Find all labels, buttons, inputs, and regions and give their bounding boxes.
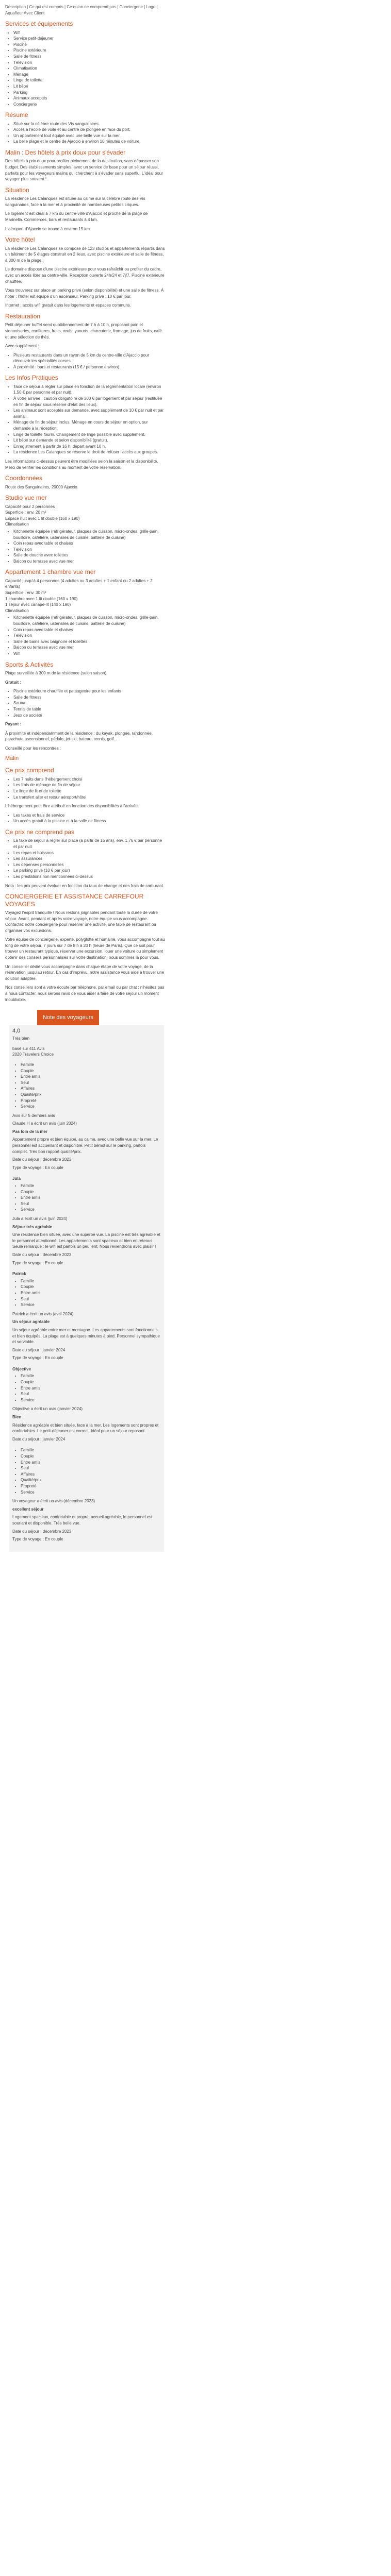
review-author: Patrick [12, 1272, 26, 1277]
review-trip-type: Type de voyage : En couple [12, 1260, 63, 1265]
review [12, 1176, 161, 1266]
review-traveler-types [12, 1062, 161, 1110]
service-item: • Parking [13, 90, 165, 96]
compris-item: • Le linge de lit et de toilette [13, 788, 165, 794]
review-body: Une résidence bien située, avec une superbe vue. La piscine est très agréable et le personnel attentionné. Les appartements sont spacieux et bien entretenus. Seule remarque : le wifi est parfois un peu lent. Nous reviendrons avec plaisir ! [12, 1232, 160, 1249]
review-date: Date du séjour : décembre 2023 [12, 1252, 72, 1257]
noncompris-item: • Les repas et boissons [13, 850, 165, 856]
noncompris-item: • Les prestations non mentionnées ci-dessus [13, 874, 165, 880]
services-list [5, 30, 165, 108]
appart1-lines [5, 578, 165, 614]
review-author: Jula [12, 1176, 21, 1181]
hotel-text-3: Vous trouverez sur place un parking privé (selon disponibilité) et une salle de fitness. À noter : l'hôtel est équipé d'un ascenseur. Parking privé : 10 € par jour. [5, 288, 164, 299]
studio-line: Climatisation [5, 522, 29, 527]
compris-list [5, 776, 165, 800]
review-title: Bien [12, 1415, 22, 1420]
compris-item: • Un accès gratuit à la piscine et à la salle de fitness [13, 818, 165, 824]
restauration-title: Restauration [5, 312, 41, 320]
studio-line: Superficie : env. 20 m² [5, 510, 46, 515]
studio-item: • Balcon ou terrasse avec vue mer [13, 558, 165, 565]
info-item: • Enregistrement à partir de 16 h, départ avant 10 h. [13, 444, 165, 450]
malin-title: Malin : Des hôtels à prix doux pour s'évader [5, 149, 126, 157]
reviews-list [12, 1062, 161, 1543]
appart1-line: 1 chambre avec 1 lit double (160 x 190) [5, 596, 78, 601]
service-item: • Animaux acceptés [13, 95, 165, 101]
coordonnees-title: Coordonnées [5, 474, 43, 482]
review-traveler-type: • Propreté [21, 1098, 161, 1104]
studio-title: Studio vue mer [5, 494, 47, 502]
review-title: Pas loin de la mer [12, 1129, 48, 1134]
review-meta: Objective a écrit un avis (janvier 2024) [12, 1406, 83, 1412]
service-item: • Service petit-déjeuner [13, 36, 165, 42]
review-meta: Patrick a écrit un avis (avril 2024) [12, 1311, 74, 1316]
review [12, 1062, 161, 1171]
review-traveler-type: • Service [21, 1397, 161, 1403]
hotel-text-4: Internet : accès wifi gratuit dans les logements et espaces communs. [5, 303, 132, 308]
sports-item: • Piscine extérieure chauffée et pataugeoire pour les enfants [13, 688, 165, 694]
review-traveler-type: • Service [21, 1302, 161, 1308]
appart1-item: • Coin repas avec table et chaises [13, 627, 165, 633]
situation-text-3: L'aéroport d'Ajaccio se trouve à environ 15 km. [5, 226, 91, 231]
compris-item: • Les frais de ménage de fin de séjour [13, 782, 165, 788]
review-traveler-type: • Seul [21, 1080, 161, 1086]
hotel-title: Votre hôtel [5, 236, 35, 244]
hotel-text-1: La résidence Les Calanques se compose de 123 studios et appartements répartis dans un bâtiment de 5 étages construit en 2 lieux, avec piscine extérieure et salle de fitness, à 300 m de la plage. [5, 246, 165, 263]
info-item: • Ménage de fin de séjour inclus. Ménage en cours de séjour en option, sur demande à la réception. [13, 419, 165, 431]
review-traveler-type: • Famille [21, 1447, 161, 1453]
review-traveler-type: • Entre amis [21, 1460, 161, 1466]
appart1-line: Superficie : env. 30 m² [5, 590, 46, 596]
review-author: Objective [12, 1366, 31, 1371]
review-traveler-types [12, 1278, 161, 1308]
resume-item: • La belle plage et le centre de Ajaccio à environ 10 minutes de voiture. [13, 139, 165, 145]
review-traveler-type: • Couple [21, 1379, 161, 1385]
reviews-score-label: Très bien [12, 1036, 30, 1041]
sports-item: • Salle de fitness [13, 694, 165, 701]
conseille-value: Malin [5, 755, 19, 761]
review-traveler-type: • Couple [21, 1284, 161, 1290]
review-traveler-type: • Propreté [21, 1483, 161, 1489]
review-date: Date du séjour : décembre 2023 [12, 1529, 72, 1534]
sports-paid-label: Payant : [5, 722, 22, 727]
review-date: Date du séjour : janvier 2024 [12, 1436, 66, 1442]
compris-title: Ce prix comprend [5, 767, 54, 774]
situation-title: Situation [5, 186, 29, 194]
review-traveler-type: • Couple [21, 1453, 161, 1460]
appart1-list [5, 615, 165, 656]
studio-item: • Télévision [13, 547, 165, 553]
services-title: Services et équipements [5, 20, 73, 28]
service-item: • Ménage [13, 72, 165, 78]
review-traveler-type: • Couple [21, 1068, 161, 1074]
sports-item: • Tennis de table [13, 706, 165, 713]
restauration-text: Petit déjeuner buffet servi quotidiennement de 7 h à 10 h, proposant pain et viennoiseries, confitures, fruits, œufs, yaourts, charcuterie, fromage, jus de fruits, café et une sélection de thés. [5, 323, 162, 340]
studio-item: • Kitchenette équipée (réfrigérateur, plaques de cuisson, micro-ondes, grille-pain, bouilloire, cafetière, ustensiles de cuisine, batterie de cuisine) [13, 529, 165, 540]
restauration-supp-label: Avec supplément : [5, 344, 39, 349]
review-traveler-types [12, 1373, 161, 1403]
sports-free-label: Gratuit : [5, 680, 22, 685]
review-traveler-type: • Qualité/prix [21, 1477, 161, 1483]
sports-text-1: Plage surveillée à 300 m de la résidence (selon saison). [5, 670, 108, 675]
review-traveler-type: • Service [21, 1489, 161, 1496]
studio-list [5, 529, 165, 565]
appart1-line: 1 séjour avec canapé-lit (140 x 190) [5, 602, 71, 607]
review-traveler-type: • Couple [21, 1189, 161, 1195]
malin-text: Des hôtels à prix doux pour profiter pleinement de la destination, sans dépasser son budget. Des établissements simples, avec un service de base pour un séjour réussi, parfaits pour les voyageurs malins qui cherchent à s'évader sans superflu. L'idéal pour voyager plus souvent ! [5, 159, 163, 182]
service-item: • Salle de fitness [13, 54, 165, 60]
resume-list [5, 121, 165, 145]
review-traveler-type: • Famille [21, 1062, 161, 1068]
review-traveler-type: • Famille [21, 1183, 161, 1189]
review-traveler-type: • Entre amis [21, 1074, 161, 1080]
reviews-header: Note des voyageurs [37, 1010, 99, 1025]
compris-item: • Les 7 nuits dans l'hébergement choisi [13, 776, 165, 783]
review-traveler-types [12, 1447, 161, 1495]
review-meta: Jula a écrit un avis (juin 2024) [12, 1216, 68, 1222]
review-title: Un séjour agréable [12, 1319, 50, 1325]
appart1-item: • Télévision [13, 633, 165, 639]
review [12, 1366, 161, 1443]
compris-note: L'hébergement peut être attribué en fonction des disponibilités à l'arrivée. [5, 804, 139, 809]
appart1-title: Appartement 1 chambre vue mer [5, 568, 96, 576]
review-traveler-type: • Famille [21, 1373, 161, 1379]
sports-text-4: À proximité et indépendamment de la résidence : du kayak, plongée, randonnée, parachute ascensionnel, pédalo, jet-ski, bateau, tennis, golf... [5, 731, 153, 742]
conseille-label: Conseillé pour les rencontres : [5, 745, 61, 751]
info-item: • Les animaux sont acceptés sur demande, avec supplément de 10 € par nuit et par animal. [13, 408, 165, 419]
hotel-text-2: Le domaine dispose d'une piscine extérieure pour vous rafraîchir ou profiter du cadre, avec un accès libre au centre-ville. Réception ouverte 24h/24 et 7j/7. Piscine extérieure chauffée. [5, 267, 165, 284]
service-item: • Wifi [13, 30, 165, 36]
appart1-item: • Balcon ou terrasse avec vue mer [13, 645, 165, 651]
situation-text-2: Le logement est idéal à 7 km du centre-ville d'Ajaccio et proche de la plage de Marinella. Commerces, bars et restaurants à 4 km. [5, 211, 148, 222]
compris-list-2 [5, 812, 165, 824]
noncompris-list [5, 838, 165, 879]
studio-line: Espace nuit avec 1 lit double (160 x 190) [5, 516, 80, 521]
info-item: • La résidence Les Calanques se réserve le droit de refuser l'accès aux groupes. [13, 449, 165, 455]
infos-note: Les informations ci-dessus peuvent être modifiées selon la saison et la disponibilité. Merci de vérifier les conditions au moment de votre réservation. [5, 459, 158, 470]
review-traveler-type: • Affaires [21, 1471, 161, 1478]
info-item: • Lit bébé sur demande et selon disponibilité (gratuit). [13, 437, 165, 444]
review-trip-type: Type de voyage : En couple [12, 1537, 63, 1542]
service-item: • Climatisation [13, 65, 165, 72]
appart1-item: • Salle de bains avec baignoire et toilettes [13, 639, 165, 645]
resume-title: Résumé [5, 111, 28, 119]
restauration-list [5, 352, 165, 370]
coordonnees-address: Route des Sanguinaires, 20000 Ajaccio [5, 484, 77, 489]
noncompris-title: Ce prix ne comprend pas [5, 828, 75, 836]
studio-item: • Coin repas avec table et chaises [13, 540, 165, 547]
review-body: Un séjour agréable entre mer et montagne. Les appartements sont fonctionnels et bien équipés. La plage est à quelques minutes à pied. Personnel sympathique et serviable. [12, 1327, 160, 1345]
review-date: Date du séjour : janvier 2024 [12, 1347, 66, 1352]
situation-text-1: La résidence Les Calanques est située au calme sur la célèbre route des Vis sanguinaires, face à la mer et à proximité de nombreuses petites criques. [5, 196, 145, 207]
assistance-text-1: Voyagez l'esprit tranquille ! Nous restons joignables pendant toute la durée de votre séjour. Avant, pendant et après votre voyage, notre équipe vous accompagne. Contactez notre conciergerie pour réserver une activité, une table de restaurant ou organiser vos excursions. [5, 910, 158, 933]
review-meta: Un voyageur a écrit un avis (décembre 2023) [12, 1499, 95, 1504]
review-meta: Avis sur 5 derniers avis [12, 1113, 55, 1118]
page [0, 0, 170, 1557]
appart1-line: Capacité jusqu'à 4 personnes (4 adultes ou 3 adultes + 1 enfant ou 2 adultes + 2 enfants) [5, 578, 153, 589]
review-body: Appartement propre et bien équipé, au calme, avec une belle vue sur la mer. Le personnel est accueillant et disponible. Petit bémol sur le parking, parfois complet. Très bon rapport qualité/prix. [12, 1137, 158, 1154]
reviews-summary: basé sur 411 Avis 2020 Travelers Choice [12, 1046, 54, 1057]
review-traveler-type: • Service [21, 1207, 161, 1213]
review-traveler-types [12, 1183, 161, 1213]
review-title: excellent séjour [12, 1506, 44, 1512]
service-item: • Piscine extérieure [13, 47, 165, 54]
sports-item: • Sauna [13, 700, 165, 706]
info-item: • À votre arrivée : caution obligatoire de 300 € par logement et par séjour (restituée en fin de séjour sous réserve d'état des lieux). [13, 396, 165, 408]
compris-item: • Les taxes et frais de service [13, 812, 165, 819]
service-item: • Linge de toilette [13, 77, 165, 83]
sports-item: • Jeux de société [13, 713, 165, 719]
review-body: Résidence agréable et bien située, face à la mer. Les logements sont propres et confortables. Le petit-déjeuner est correct. Idéal pour un séjour reposant. [12, 1422, 159, 1434]
review-trip-type: Type de voyage : En couple [12, 1165, 63, 1170]
review-traveler-type: • Service [21, 1104, 161, 1110]
service-item: • Piscine [13, 42, 165, 48]
assistance-text-4: Nos conseillers sont à votre écoute par téléphone, par email ou par chat : n'hésitez pas à nous contacter, nous serons ravis de vous aider à faire de votre séjour un moment inoubliable. [5, 985, 165, 1002]
appart1-item: • Wifi [13, 651, 165, 657]
review-traveler-type: • Seul [21, 1296, 161, 1302]
review-date: Date du séjour : décembre 2023 [12, 1157, 72, 1162]
service-item: • Conciergerie [13, 101, 165, 108]
noncompris-item: • La taxe de séjour à régler sur place (à partir de 16 ans), env. 1,76 € par personne et par nuit [13, 838, 165, 850]
review-title: Séjour très agréable [12, 1224, 52, 1229]
review-body: Logement spacieux, confortable et propre, accueil agréable, le personnel est souriant et disponible. Très belle vue. [12, 1515, 153, 1526]
service-item: • Lit bébé [13, 83, 165, 90]
restauration-item: • À proximité : bars et restaurants (15 € / personne environ). [13, 364, 165, 370]
review [12, 1271, 161, 1361]
review-traveler-type: • Entre amis [21, 1195, 161, 1201]
review-traveler-type: • Qualité/prix [21, 1092, 161, 1098]
noncompris-item: • Les assurances [13, 856, 165, 862]
breadcrumb[interactable]: Description | Ce qui est compris | Ce qu'on ne comprend pas | Conciergerie | Logo | Aquafleur Avec Client [5, 5, 158, 15]
review-trip-type: Type de voyage : En couple [12, 1355, 63, 1361]
review-traveler-type: • Entre amis [21, 1290, 161, 1296]
review-traveler-type: • Famille [21, 1278, 161, 1284]
reviews-score: 4,0 [12, 1028, 21, 1035]
reviews-panel [9, 1025, 164, 1552]
appart1-item: • Kitchenette équipée (réfrigérateur, plaques de cuisson, micro-ondes, grille-pain, bouilloire, cafetière, ustensiles de cuisine, batterie de cuisine) [13, 615, 165, 626]
studio-item: • Salle de douche avec toilettes [13, 552, 165, 558]
review-traveler-type: • Entre amis [21, 1385, 161, 1392]
compris-item: • Le transfert aller et retour aéroport/hôtel [13, 794, 165, 801]
assistance-title: CONCIERGERIE ET ASSISTANCE CARREFOUR VOYAGES [5, 893, 144, 908]
noncompris-item: • Les dépenses personnelles [13, 862, 165, 868]
resume-item: • Un appartement tout équipé avec une belle vue sur la mer. [13, 133, 165, 139]
review [12, 1447, 161, 1542]
info-item: • Taxe de séjour à régler sur place en fonction de la réglementation locale (environ 1,50 € par personne et par nuit). [13, 384, 165, 396]
review-traveler-type: • Seul [21, 1201, 161, 1207]
resume-item: • Situé sur la célèbre route des Vis sanguinaires. [13, 121, 165, 127]
studio-line: Capacité pour 2 personnes [5, 504, 55, 509]
studio-lines [5, 504, 165, 528]
review-author-line: Claude H a écrit un avis (juin 2024) [12, 1121, 77, 1126]
noncompris-note: Nota : les prix peuvent évoluer en fonction du taux de change et des frais de carburant. [5, 883, 165, 888]
review-traveler-type: • Affaires [21, 1086, 161, 1092]
review-traveler-type: • Seul [21, 1391, 161, 1397]
sports-list [5, 688, 165, 718]
assistance-text-2: Votre équipe de conciergerie, experte, polyglotte et humaine, vous accompagne tout au long de votre séjour, 7 jours sur 7 de 8 h à 20 h (heure de Paris). Que ce soit pour trouver un restaurant typique, réserver une excursion, louer une voiture ou simplement obtenir des conseils personnalisés sur votre destination, nous sommes là pour vous. [5, 937, 165, 960]
review-traveler-type: • Seul [21, 1465, 161, 1471]
infos-list [5, 384, 165, 455]
sports-title: Sports & Activités [5, 660, 54, 668]
assistance-text-3: Un conseiller dédié vous accompagne dans chaque étape de votre voyage, de la réservation jusqu'au retour. En cas d'imprévu, notre assistance vous aide à trouver une solution adaptée. [5, 964, 165, 981]
noncompris-item: • Le parking privé (10 € par jour) [13, 868, 165, 874]
service-item: • Télévision [13, 60, 165, 66]
resume-item: • Accès à l'école de voile et au centre de plongée en face du port. [13, 127, 165, 133]
appart1-line: Climatisation [5, 608, 29, 613]
info-item: • Linge de toilette fourni. Changement de linge possible avec supplément. [13, 432, 165, 438]
restauration-item: • Plusieurs restaurants dans un rayon de 5 km du centre-ville d'Ajaccio pour découvrir les spécialités corses. [13, 352, 165, 364]
infos-title: Les Infos Pratiques [5, 374, 58, 382]
